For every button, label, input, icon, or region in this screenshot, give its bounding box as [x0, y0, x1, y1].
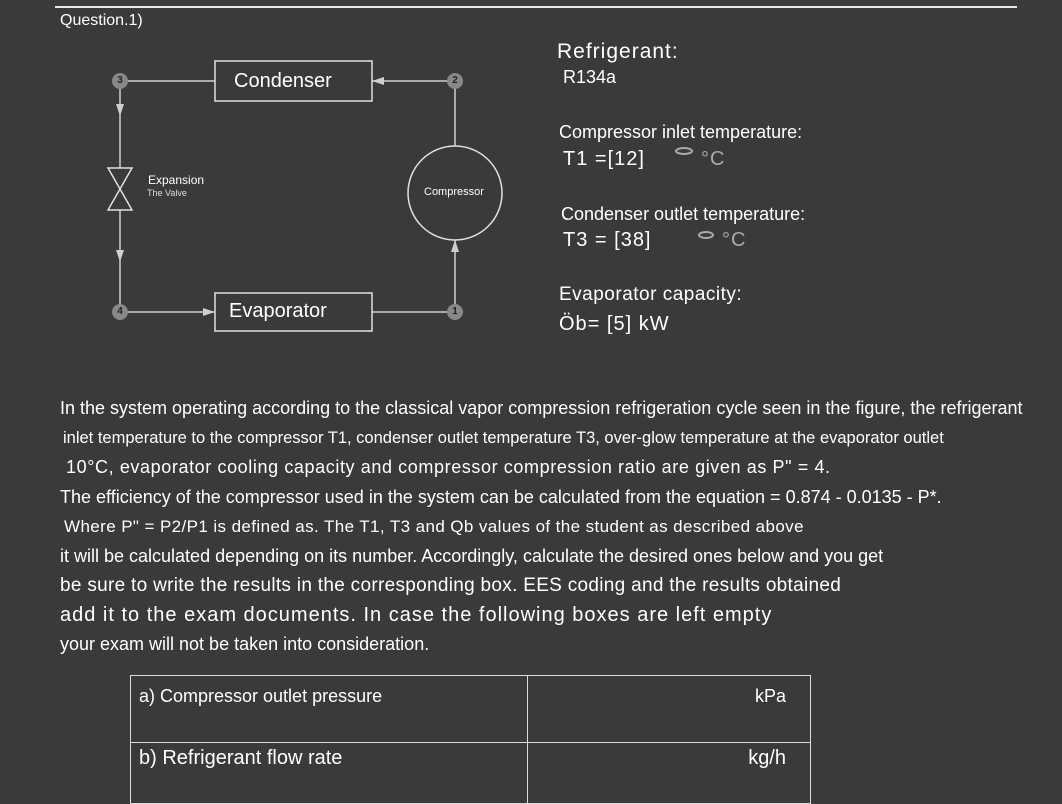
t3-value: T3 = [38]: [563, 229, 652, 251]
answer-table: [130, 675, 811, 804]
question-label: Question.1): [60, 12, 143, 29]
node-3-label: 3: [117, 75, 123, 86]
evaporator-label: Evaporator: [229, 300, 327, 322]
paragraph-line: be sure to write the results in the corresponding box. EES coding and the results obtained: [60, 575, 842, 596]
refrigerant-title: Refrigerant:: [557, 40, 679, 63]
refrigerant-value: R134a: [563, 67, 617, 87]
answer-row-a: [131, 676, 811, 743]
t1-value: T1 =[12]: [563, 148, 645, 170]
node-1-label: 1: [452, 306, 458, 317]
answer-row-b: [131, 743, 811, 804]
t3-label: Condenser outlet temperature:: [561, 204, 806, 224]
expansion-valve-symbol: [108, 168, 132, 189]
paragraph-line: In the system operating according to the classical vapor compression refrigeration cycle seen in the figure, the refrigerant: [60, 398, 1023, 418]
answer-input-b[interactable]: kg/h: [528, 743, 811, 804]
node-2-label: 2: [452, 75, 458, 86]
t1-label: Compressor inlet temperature:: [559, 122, 803, 142]
answer-input-a[interactable]: kPa: [528, 676, 811, 743]
paragraph-line: add it to the exam documents. In case the following boxes are left empty: [60, 603, 773, 626]
paragraph-line: your exam will not be taken into consideration.: [60, 634, 430, 654]
compressor-label: Compressor: [424, 186, 484, 198]
evap-capacity-label: Evaporator capacity:: [559, 284, 743, 305]
t3-unit: °C: [722, 229, 747, 251]
evap-capacity-value: Öb= [5] kW: [559, 313, 670, 335]
answer-label-a: a) Compressor outlet pressure: [131, 676, 528, 743]
node-4-label: 4: [117, 306, 123, 317]
answer-label-b: b) Refrigerant flow rate: [131, 743, 528, 804]
valve-label: The Valve: [147, 188, 187, 198]
t1-unit: °C: [701, 148, 726, 170]
problem-statement: [60, 394, 1023, 660]
paragraph-line: 10°C, evaporator cooling capacity and compressor compression ratio are given as P" = 4.: [66, 457, 831, 477]
condenser-label: Condenser: [234, 70, 332, 92]
paragraph-line: The efficiency of the compressor used in the system can be calculated from the equation = 0.874 - 0.0135 - P*.: [60, 486, 942, 507]
paragraph-line: inlet temperature to the compressor T1, condenser outlet temperature T3, over-glow temperature at the evaporator outlet: [63, 428, 944, 447]
paragraph-line: it will be calculated depending on its number. Accordingly, calculate the desired ones below and you get: [60, 545, 884, 566]
expansion-label: Expansion: [148, 173, 205, 187]
paragraph-line: Where P" = P2/P1 is defined as. The T1, T3 and Qb values of the student as described above: [64, 517, 804, 536]
